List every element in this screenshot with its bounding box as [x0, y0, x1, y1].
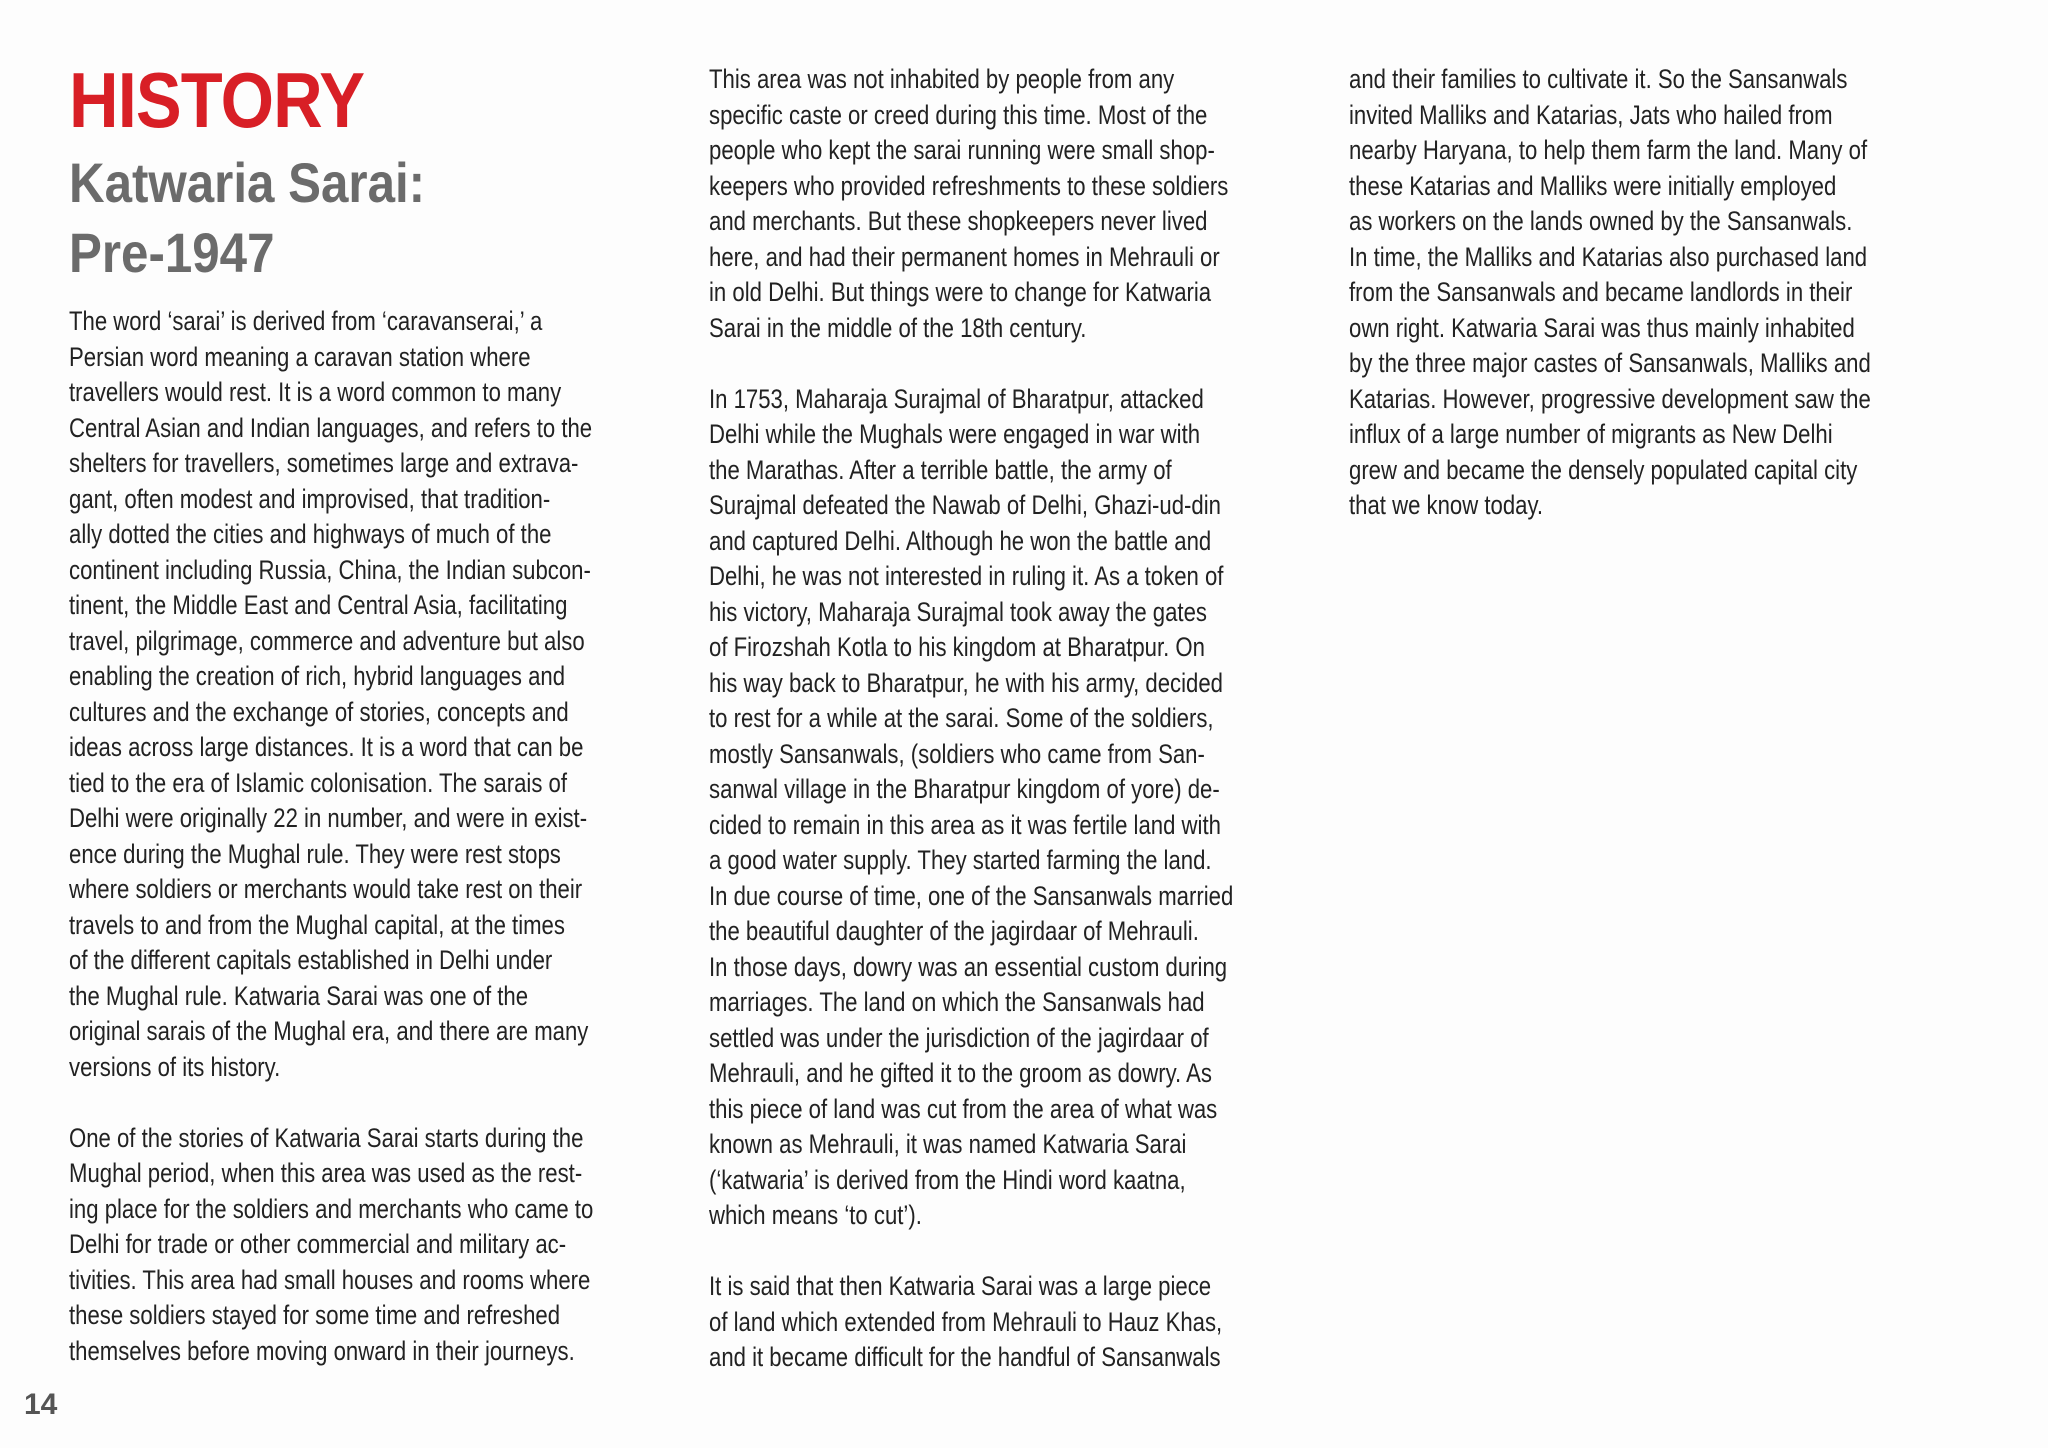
text-line: the Mughal rule. Katwaria Sarai was one of the — [69, 980, 529, 1011]
text-line: influx of a large number of migrants as New Delhi — [1349, 419, 1833, 449]
text-line: that we know today. — [1349, 490, 1544, 520]
text-line: which means ‘to cut’). — [709, 1200, 922, 1230]
text-line: original sarais of the Mughal era, and there are many — [69, 1016, 589, 1046]
text-line: tied to the era of Islamic colonisation. The sarais of — [69, 767, 568, 798]
text-line: In due course of time, one of the Sansanwals married — [709, 880, 1234, 911]
text-line: Central Asian and Indian languages, and refers to the — [69, 412, 593, 443]
page-number: 14 — [24, 1388, 58, 1421]
text-line: nearby Haryana, to help them farm the land. Many of — [1349, 135, 1868, 165]
text-line: travels to and from the Mughal capital, at the times — [69, 909, 565, 940]
text-line: ideas across large distances. It is a word that can be — [69, 732, 584, 762]
text-line: versions of its history. — [69, 1051, 281, 1082]
text-line: keepers who provided refreshments to these soldiers — [709, 170, 1229, 201]
text-column-2 — [709, 62, 1348, 1376]
text-line: marriages. The land on which the Sansanwals had — [709, 987, 1205, 1017]
text-line: Sarai in the middle of the 18th century. — [709, 312, 1087, 343]
text-line: Persian word meaning a caravan station where — [69, 341, 531, 372]
text-line: (‘katwaria’ is derived from the Hindi word kaatna, — [709, 1164, 1186, 1195]
text-line: known as Mehrauli, it was named Katwaria Sarai — [709, 1129, 1187, 1159]
text-line: ally dotted the cities and highways of much of the — [69, 519, 552, 549]
text-line: One of the stories of Katwaria Sarai starts during the — [69, 1122, 584, 1153]
text-line: of land which extended from Mehrauli to Hauz Khas, — [709, 1306, 1223, 1337]
text-column-1 — [69, 304, 708, 1369]
text-line: and it became difficult for the handful of Sansanwals — [709, 1342, 1221, 1372]
text-line: It is said that then Katwaria Sarai was a large piece — [709, 1271, 1212, 1301]
page-title-line-2: Pre-1947 — [69, 221, 275, 284]
paragraph-gap — [69, 1085, 708, 1121]
text-line: his victory, Maharaja Surajmal took away the gates — [709, 596, 1207, 627]
text-line: In those days, dowry was an essential custom during — [709, 951, 1228, 982]
text-line: Katarias. However, progressive development saw the — [1349, 383, 1871, 414]
text-line: where soldiers or merchants would take rest on their — [69, 874, 583, 904]
page-title-line-1: Katwaria Sarai: — [69, 151, 426, 214]
text-column-3 — [1349, 62, 1985, 524]
text-line: of the different capitals established in Delhi under — [69, 945, 553, 975]
text-line: own right. Katwaria Sarai was thus mainly inhabited — [1349, 312, 1855, 343]
text-line: cided to remain in this area as it was fertile land with — [709, 809, 1221, 840]
text-line: sanwal village in the Bharatpur kingdom of yore) de- — [709, 774, 1220, 804]
section-heading: HISTORY — [69, 56, 365, 144]
text-line: from the Sansanwals and became landlords in their — [1349, 277, 1853, 307]
text-line: themselves before moving onward in their journeys. — [69, 1335, 575, 1366]
text-line: the beautiful daughter of the jagirdaar of Mehrauli. — [709, 916, 1199, 946]
text-line: tivities. This area had small houses and rooms where — [69, 1264, 591, 1295]
text-line: In time, the Malliks and Katarias also purchased land — [1349, 241, 1868, 272]
text-line: people who kept the sarai running were small shop- — [709, 135, 1215, 165]
text-line: his way back to Bharatpur, he with his army, decided — [709, 667, 1223, 698]
text-line: tinent, the Middle East and Central Asia, facilitating — [69, 590, 568, 620]
text-line: Delhi for trade or other commercial and military ac- — [69, 1229, 567, 1259]
text-line: a good water supply. They started farming the land. — [709, 845, 1212, 875]
text-line: In 1753, Maharaja Surajmal of Bharatpur, attacked — [709, 383, 1204, 414]
text-line: travellers would rest. It is a word common to many — [69, 377, 562, 407]
text-line: mostly Sansanwals, (soldiers who came from San- — [709, 738, 1205, 769]
text-line: in old Delhi. But things were to change for Katwaria — [709, 277, 1212, 307]
text-line: invited Malliks and Katarias, Jats who hailed from — [1349, 99, 1833, 130]
text-line: to rest for a while at the sarai. Some of the soldiers, — [709, 703, 1214, 733]
text-line: gant, often modest and improvised, that tradition- — [69, 483, 551, 514]
text-line: Mehrauli, and he gifted it to the groom as dowry. As — [709, 1058, 1212, 1088]
text-line: here, and had their permanent homes in Mehrauli or — [709, 241, 1220, 272]
text-line: of Firozshah Kotla to his kingdom at Bharatpur. On — [709, 632, 1205, 662]
text-line: specific caste or creed during this time. Most of the — [709, 99, 1208, 130]
text-line: and captured Delhi. Although he won the battle and — [709, 525, 1212, 556]
text-line: the Marathas. After a terrible battle, the army of — [709, 454, 1172, 485]
text-line: The word ‘sarai’ is derived from ‘caravanserai,’ a — [69, 306, 543, 336]
text-line: Delhi, he was not interested in ruling it. As a token of — [709, 561, 1224, 591]
text-line: these Katarias and Malliks were initially employed — [1349, 170, 1837, 201]
text-line: Surajmal defeated the Nawab of Delhi, Ghazi-ud-din — [709, 490, 1221, 520]
text-line: cultures and the exchange of stories, concepts and — [69, 696, 569, 727]
text-line: and merchants. But these shopkeepers never lived — [709, 206, 1208, 236]
text-line: by the three major castes of Sansanwals, Malliks and — [1349, 348, 1871, 378]
text-line: ing place for the soldiers and merchants who came to — [69, 1193, 594, 1224]
text-line: travel, pilgrimage, commerce and adventure but also — [69, 625, 585, 656]
text-line: continent including Russia, China, the Indian subcon- — [69, 554, 591, 585]
paragraph-gap — [709, 1234, 1348, 1270]
paragraph-gap — [709, 346, 1348, 382]
text-line: and their families to cultivate it. So the Sansanwals — [1349, 64, 1848, 94]
text-line: Delhi were originally 22 in number, and were in exist- — [69, 803, 588, 833]
text-line: Delhi while the Mughals were engaged in war with — [709, 419, 1201, 449]
text-line: enabling the creation of rich, hybrid languages and — [69, 661, 566, 691]
text-line: ence during the Mughal rule. They were rest stops — [69, 838, 561, 869]
title-block — [69, 52, 629, 288]
text-line: Mughal period, when this area was used as the rest- — [69, 1158, 583, 1188]
text-line: these soldiers stayed for some time and refreshed — [69, 1300, 561, 1330]
text-line: This area was not inhabited by people from any — [709, 64, 1175, 94]
text-line: settled was under the jurisdiction of the jagirdaar of — [709, 1022, 1209, 1053]
text-line: shelters for travellers, sometimes large and extrava- — [69, 448, 579, 478]
text-line: as workers on the lands owned by the Sansanwals. — [1349, 206, 1853, 236]
text-line: this piece of land was cut from the area of what was — [709, 1093, 1218, 1124]
text-line: grew and became the densely populated capital city — [1349, 454, 1858, 485]
